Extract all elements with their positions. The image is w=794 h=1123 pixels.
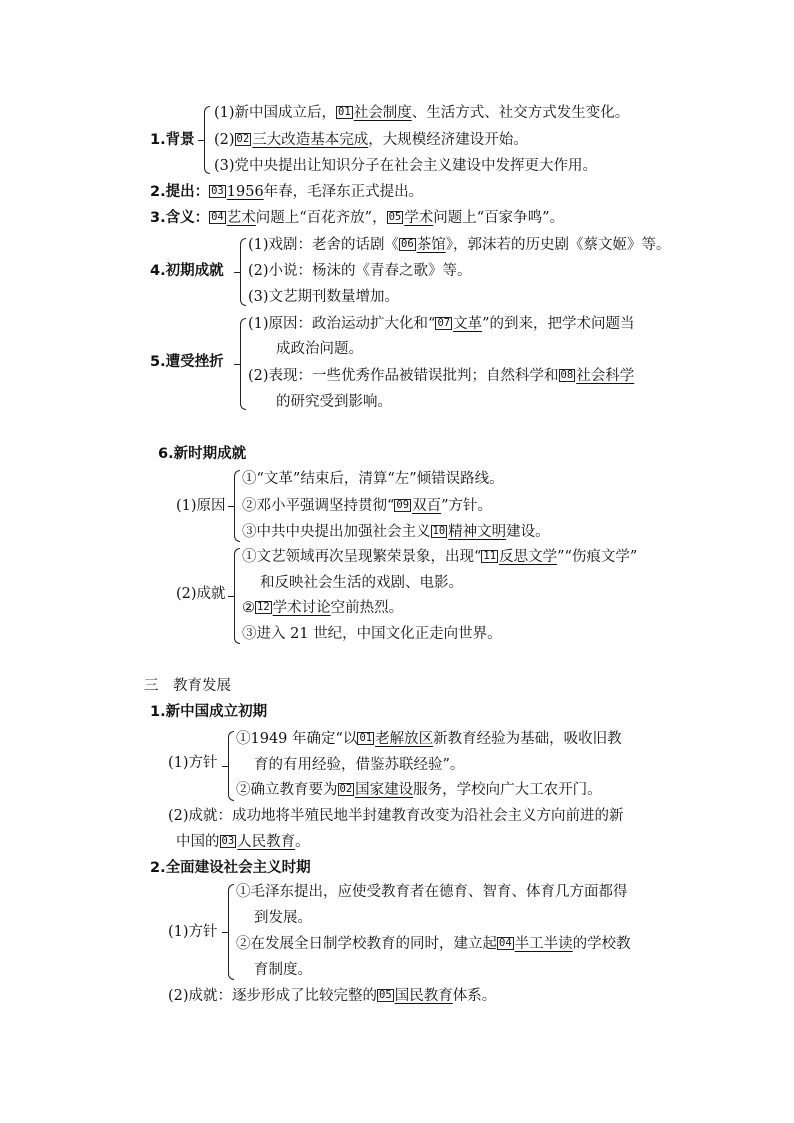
part-heading-education: 三 教育发展 (144, 678, 231, 694)
new-era-reason-3: ③中共中央提出加强社会主义 10 精神文明建设。 (242, 524, 550, 540)
early-prc-policy-1a: ①1949 年确定“以 01 老解放区新教育经验为基础，吸收旧教 (236, 731, 622, 747)
socialist-policy-1b: 到发展。 (254, 910, 312, 926)
new-era-reason-2: ②邓小平强调坚持贯彻“ 09 双百”方针。 (242, 498, 492, 514)
setback-effect-line2: 的研究受到影响。 (276, 394, 392, 410)
socialist-achievement: (2)成就：逐步形成了比较完整的 05 国民教育体系。 (168, 988, 497, 1004)
brace (240, 318, 246, 410)
new-era-achievement-3: ③进入 21 世纪，中国文化正走向世界。 (242, 626, 502, 642)
brace (234, 548, 240, 644)
early-prc-achievement-1: (2)成就：成功地将半殖民地半封建教育改变为沿社会主义方向前进的新 (168, 808, 624, 824)
proposal-line: 2.提出： 03 1956年春，毛泽东正式提出。 (150, 184, 424, 200)
early-item-1: (1)戏剧：老舍的话剧《 06 茶馆》，郭沫若的历史剧《蔡文姬》等。 (248, 237, 671, 253)
setback-reason-line2: 成政治问题。 (276, 341, 363, 357)
early-prc-policy-2: ②确立教育要为 02 国家建设服务，学校向广大工农开门。 (236, 782, 602, 798)
early-prc-achievement-2: 中国的 03 人民教育。 (176, 834, 310, 850)
new-era-achievement-1b: 和反映社会生活的戏剧、电影。 (260, 575, 463, 591)
early-prc-policy-label: (1)方针 (168, 755, 218, 771)
background-item-1: (1)新中国成立后， 01 社会制度、生活方式、社交方式发生变化。 (214, 105, 630, 121)
brace (234, 470, 240, 542)
section-title-setbacks: 5.遭受挫折 (150, 354, 224, 370)
new-era-reason-label: (1)原因 (176, 498, 226, 514)
socialist-policy-label: (1)方针 (168, 924, 218, 940)
socialist-policy-2a: ②在发展全日制学校教育的同时，建立起 04 半工半读的学校教 (236, 936, 631, 952)
section-title-early-achievements: 4.初期成就 (150, 263, 224, 279)
new-era-achievement-label: (2)成就 (176, 586, 226, 602)
new-era-reason-1: ①“文革”结束后，清算“左”倾错误路线。 (242, 471, 504, 487)
early-item-3: (3)文艺期刊数量增加。 (248, 289, 400, 305)
early-item-2: (2)小说：杨沫的《青春之歌》等。 (248, 263, 472, 279)
brace (240, 238, 246, 306)
brace (204, 106, 210, 174)
section-title-early-prc: 1.新中国成立初期 (150, 704, 268, 720)
setback-effect-line1: (2)表现：一些优秀作品被错误批判；自然科学和 08 社会科学 (248, 368, 635, 384)
section-title-socialist-construction: 2.全面建设社会主义时期 (150, 860, 311, 876)
early-prc-policy-1b: 育的有用经验，借鉴苏联经验”。 (254, 757, 465, 773)
socialist-policy-2b: 育制度。 (254, 962, 312, 978)
background-item-2: (2) 02 三大改造基本完成，大规模经济建设开始。 (214, 132, 528, 148)
brace (228, 731, 234, 801)
section-title-new-era: 6.新时期成就 (158, 446, 247, 462)
section-title-background: 1.背景 (150, 132, 195, 148)
setback-reason-line1: (1)原因：政治运动扩大化和“ 07 文革”的到来，把学术问题当 (248, 316, 635, 332)
meaning-line: 3.含义： 04 艺术问题上“百花齐放”， 05 学术问题上“百家争鸣”。 (150, 210, 565, 226)
socialist-policy-1a: ①毛泽东提出，应使受教育者在德育、智育、体育几方面都得 (236, 884, 628, 900)
background-item-3: (3)党中央提出让知识分子在社会主义建设中发挥更大作用。 (214, 158, 598, 174)
new-era-achievement-2: ② 12 学术讨论空前热烈。 (242, 600, 404, 616)
brace (228, 884, 234, 980)
new-era-achievement-1a: ①文艺领域再次呈现繁荣景象，出现“ 11 反思文学”“伤痕文学” (242, 549, 638, 565)
